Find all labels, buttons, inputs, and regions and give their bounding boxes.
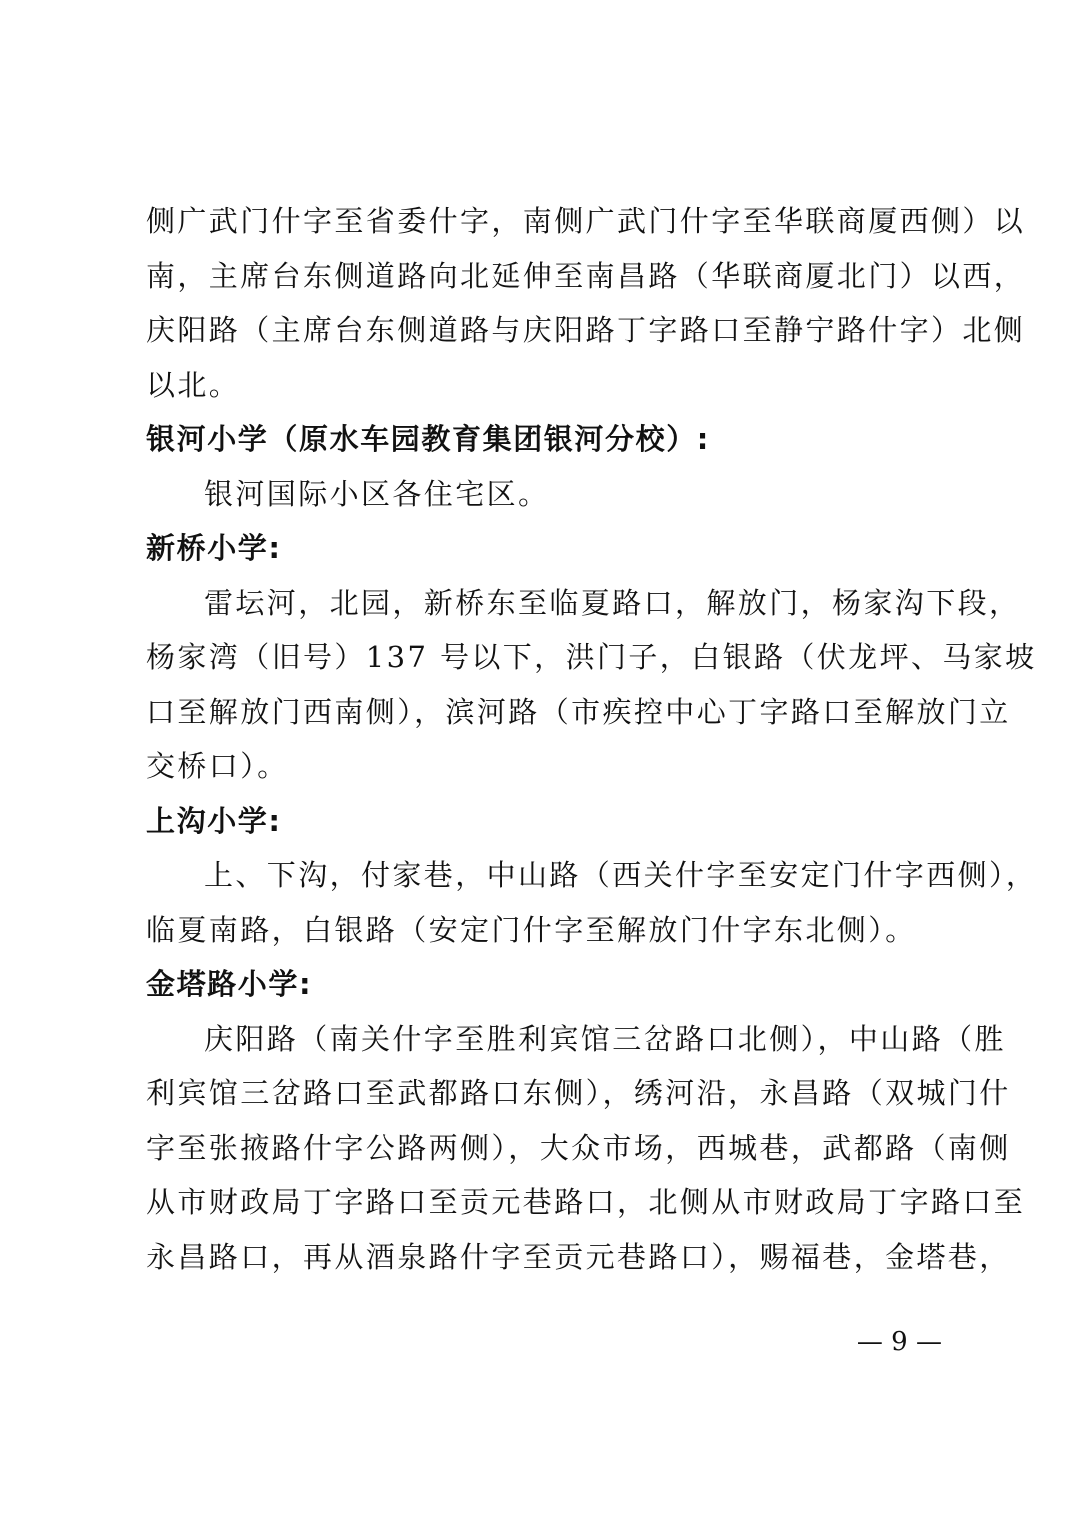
- page-number: — 9 —: [856, 1327, 942, 1357]
- body-line: 银河国际小区各住宅区。: [204, 476, 550, 511]
- body-line: 南，主席台东侧道路向北延伸至南昌路（华联商厦北门）以西，: [146, 258, 1026, 293]
- body-line: 临夏南路，白银路（安定门什字至解放门什字东北侧）。: [146, 912, 917, 947]
- school-heading-jintalu: 金塔路小学:: [146, 967, 313, 1001]
- body-line: 庆阳路（南关什字至胜利宾馆三岔路口北侧），中山路（胜: [204, 1021, 1006, 1056]
- body-line: 以北。: [146, 367, 241, 402]
- body-line: 永昌路口，再从酒泉路什字至贡元巷路口），赐福巷，金塔巷，: [146, 1239, 1011, 1274]
- school-heading-yinhe: 银河小学（原水车园教育集团银河分校）:: [146, 422, 710, 456]
- school-heading-shanggou: 上沟小学:: [146, 803, 282, 838]
- body-line: 利宾馆三岔路口至武都路口东侧），绣河沿，永昌路（双城门什: [146, 1076, 1011, 1110]
- body-line: 庆阳路（主席台东侧道路与庆阳路丁字路口至静宁路什字）北侧: [146, 313, 1026, 347]
- body-line: 从市财政局丁字路口至贡元巷路口，北侧从市财政局丁字路口至: [146, 1185, 1026, 1219]
- body-line: 口至解放门西南侧），滨河路（市疾控中心丁字路口至解放门立: [146, 694, 1011, 729]
- body-line: 侧广武门什字至省委什字，南侧广武门什字至华联商厦西侧）以: [146, 204, 1026, 238]
- body-line: 雷坛河，北园，新桥东至临夏路口，解放门，杨家沟下段，: [204, 585, 1021, 620]
- body-line: 上、下沟，付家巷，中山路（西关什字至安定门什字西侧），: [204, 858, 1038, 892]
- document-body: [146, 194, 1038, 1284]
- school-heading-xinqiao: 新桥小学:: [146, 531, 282, 565]
- body-line: 交桥口）。: [146, 749, 289, 783]
- body-line: 杨家湾（旧号）137 号以下，洪门子，白银路（伏龙坪、马家坡: [146, 640, 1037, 674]
- body-line: 字至张掖路什字公路两侧），大众市场，西城巷，武都路（南侧: [146, 1130, 1011, 1165]
